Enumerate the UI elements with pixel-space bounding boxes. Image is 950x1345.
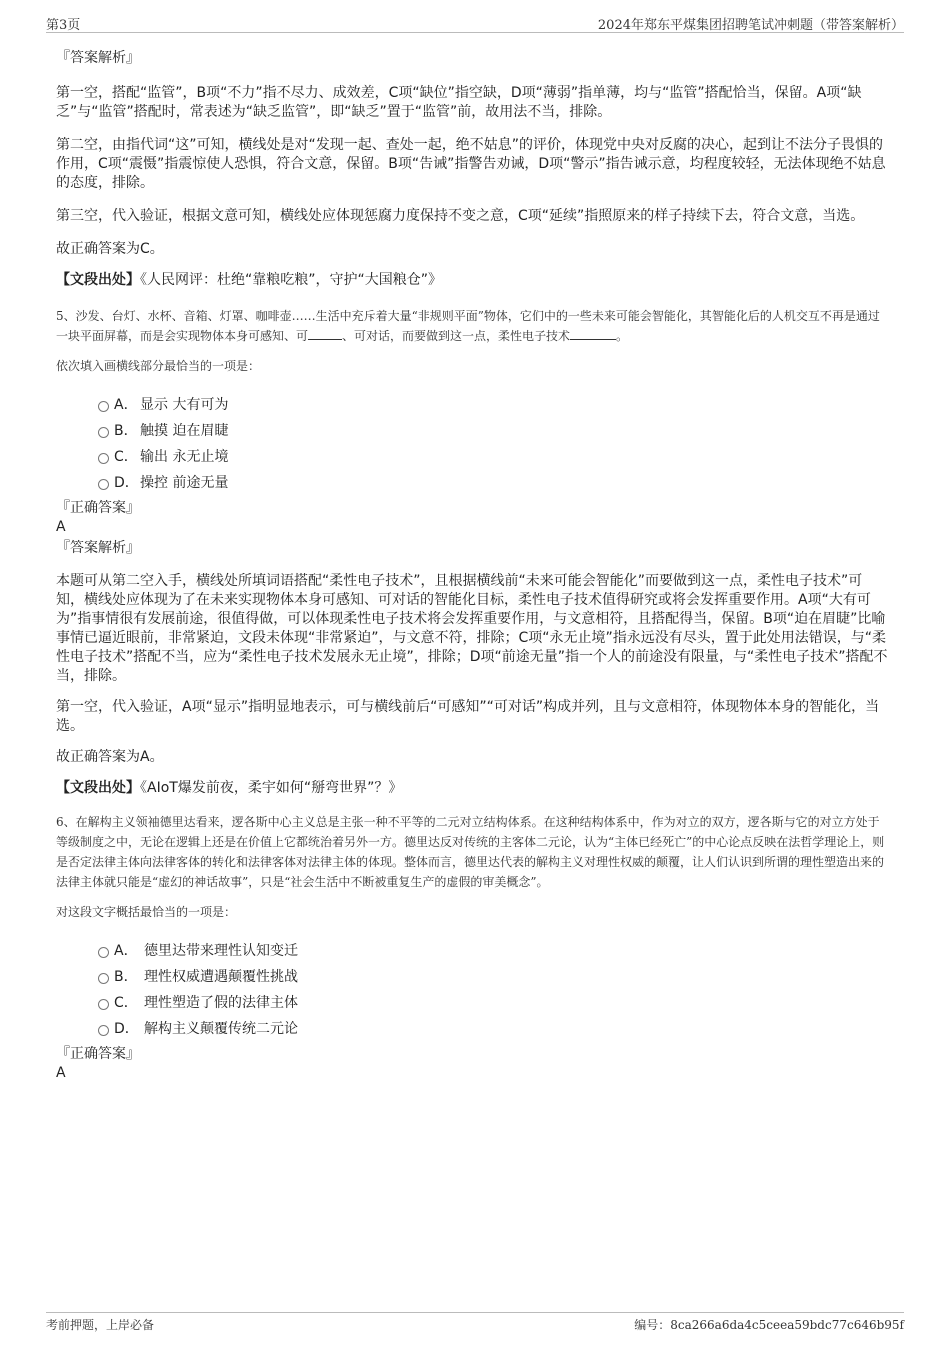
radio-icon[interactable] [98, 947, 109, 958]
radio-icon[interactable] [98, 999, 109, 1010]
footer-id [634, 1316, 904, 1333]
q5-blank-1 [308, 327, 342, 340]
option-key: A． [114, 397, 138, 413]
option-key: A． [114, 943, 138, 959]
q5-option-d[interactable] [56, 470, 888, 496]
q5-stem [56, 306, 888, 346]
option-text: 理性权威遭遇颠覆性挑战 [144, 969, 298, 985]
q5-stem-part-a: 5、沙发、台灯、水杯、音箱、灯罩、咖啡壶……生活中充斥着大量“非规则平面”物体，它们中的一些未来可能会智能化，其智能化后的人机交互不再是通过一块平面屏幕，而是会实现物体本身可感知、可 [56, 309, 880, 343]
radio-icon[interactable] [98, 401, 109, 412]
q6-options [56, 938, 888, 1042]
option-key: B． [114, 969, 138, 985]
page-header [46, 12, 904, 33]
option-text: 理性塑造了假的法律主体 [144, 995, 298, 1011]
q4-conclusion: 故正确答案为C。 [56, 241, 164, 257]
q5-prompt: 依次填入画横线部分最恰当的一项是： [56, 359, 261, 373]
q6-option-b[interactable] [56, 964, 888, 990]
q5-analysis-label: 『答案解析』 [56, 540, 140, 556]
page-footer [46, 1312, 904, 1333]
q4-analysis-p1: 第一空，搭配“监管”，B项“不力”指不尽力、成效差，C项“缺位”指空缺，D项“薄弱”指单薄，均与“监管”搭配恰当，保留。A项“缺乏”与“监管”搭配时，常表述为“缺乏监管”，即“缺乏”置于“监管”前，故用法不当，排除。 [56, 85, 862, 120]
q5-conclusion: 故正确答案为A。 [56, 749, 164, 765]
q4-source-text: 《人民网评：杜绝“靠粮吃粮”，守护“大国粮仓”》 [140, 272, 443, 288]
q5-answer: A [56, 519, 66, 535]
radio-icon[interactable] [98, 427, 109, 438]
q4-analysis-p3: 第三空，代入验证，根据文意可知，横线处应体现惩腐力度保持不变之意，C项“延续”指照原来的样子持续下去，符合文意，当选。 [56, 208, 865, 224]
q5-stem-part-b: 、可对话，而要做到这一点，柔性电子技术 [342, 329, 571, 343]
q5-source-label: 【文段出处】 [56, 780, 140, 796]
footer-id-label: 编号： [634, 1318, 671, 1332]
q5-blank-2 [570, 327, 616, 340]
radio-icon[interactable] [98, 479, 109, 490]
option-text: 解构主义颠覆传统二元论 [144, 1021, 298, 1037]
q6-stem: 6、在解构主义领袖德里达看来，逻各斯中心主义总是主张一种不平等的二元对立结构体系。在这种结构体系中，作为对立的双方，逻各斯与它的对立方处于等级制度之中，无论在逻辑上还是在价值上它都统治着另外一方。德里达反对传统的主客体二元论，认为“主体已经死亡”的中心论点反映在法哲学理论上，则是否定法律主体向法律客体的转化和法律客体对法律主体的体现。整体而言，德里达代表的解构主义对理性权威的颠覆，让人们认识到所谓的理性塑造出来的法律主体就只能是“虚幻的神话故事”，只是“社会生活中不断被重复生产的虚假的审美概念”。 [56, 815, 885, 889]
q5-analysis-p2: 第一空，代入验证，A项“显示”指明显地表示，可与横线前后“可感知”“可对话”构成并列，且与文意相符，体现物体本身的智能化，当选。 [56, 699, 880, 734]
option-text: 显示 大有可为 [140, 397, 229, 413]
option-text: 输出 永无止境 [140, 449, 229, 465]
q5-stem-part-c: 。 [616, 329, 629, 343]
option-key: C． [114, 449, 138, 465]
q5-option-c[interactable] [56, 444, 888, 470]
q6-answer: A [56, 1065, 66, 1081]
option-key: D． [114, 1021, 139, 1037]
footer-slogan: 考前押题，上岸必备 [46, 1318, 155, 1332]
footer-id-value: 8ca266a6da4c5ceea59bdc77c646b95f [670, 1318, 904, 1332]
option-text: 触摸 迫在眉睫 [140, 423, 229, 439]
q4-analysis-label: 『答案解析』 [56, 50, 140, 66]
q6-option-d[interactable] [56, 1016, 888, 1042]
document-title: 2024年郑东平煤集团招聘笔试冲刺题（带答案解析） [597, 18, 904, 33]
q6-prompt: 对这段文字概括最恰当的一项是： [56, 905, 237, 919]
q4-analysis-p2: 第二空，由指代词“这”可知，横线处是对“发现一起、查处一起，绝不姑息”的评价，体现党中央对反腐的决心，起到让不法分子畏惧的作用，C项“震慑”指震惊使人恐惧，符合文意，保留。B项“告诫”指警告劝诫，D项“警示”指告诫示意，均程度较轻，无法体现绝不姑息的态度，排除。 [56, 137, 886, 191]
q5-source-text: 《AIoT爆发前夜，柔宇如何“掰弯世界”？》 [140, 780, 403, 796]
q5-source [56, 779, 888, 798]
q5-options [56, 392, 888, 496]
option-text: 操控 前途无量 [140, 475, 229, 491]
page-content [56, 44, 888, 1082]
q5-answer-label: 『正确答案』 [56, 500, 140, 516]
radio-icon[interactable] [98, 453, 109, 464]
q6-option-c[interactable] [56, 990, 888, 1016]
option-key: D． [114, 475, 139, 491]
q5-option-b[interactable] [56, 418, 888, 444]
radio-icon[interactable] [98, 973, 109, 984]
q4-source [56, 271, 888, 290]
q4-source-label: 【文段出处】 [56, 272, 140, 288]
option-text: 德里达带来理性认知变迁 [144, 943, 298, 959]
q6-option-a[interactable] [56, 938, 888, 964]
page-number: 第3页 [46, 18, 81, 33]
radio-icon[interactable] [98, 1025, 109, 1036]
q5-analysis-p1: 本题可从第二空入手，横线处所填词语搭配“柔性电子技术”，且根据横线前“未来可能会智能化”而要做到这一点，柔性电子技术”可知，横线处应体现为了在未来实现物体本身可感知、可对话的智能化目标，柔性电子技术值得研究或将会发挥重要作用。A项“大有可为”指事情很有发展前途，很值得做，可以体现柔性电子技术将会发挥重要作用，与文意相符，且搭配得当，保留。B项“迫在眉睫”比喻事情已逼近眼前，非常紧迫，文段未体现“非常紧迫”，与文意不符，排除；C项“永无止境”指永远没有尽头，置于此处用法错误，与“柔性电子技术”搭配不当，应为“柔性电子技术发展永无止境”，排除；D项“前途无量”指一个人的前途没有限量，与“柔性电子技术”搭配不当，排除。 [56, 573, 888, 684]
q5-option-a[interactable] [56, 392, 888, 418]
option-key: B． [114, 423, 138, 439]
q6-answer-label: 『正确答案』 [56, 1046, 140, 1062]
option-key: C． [114, 995, 138, 1011]
